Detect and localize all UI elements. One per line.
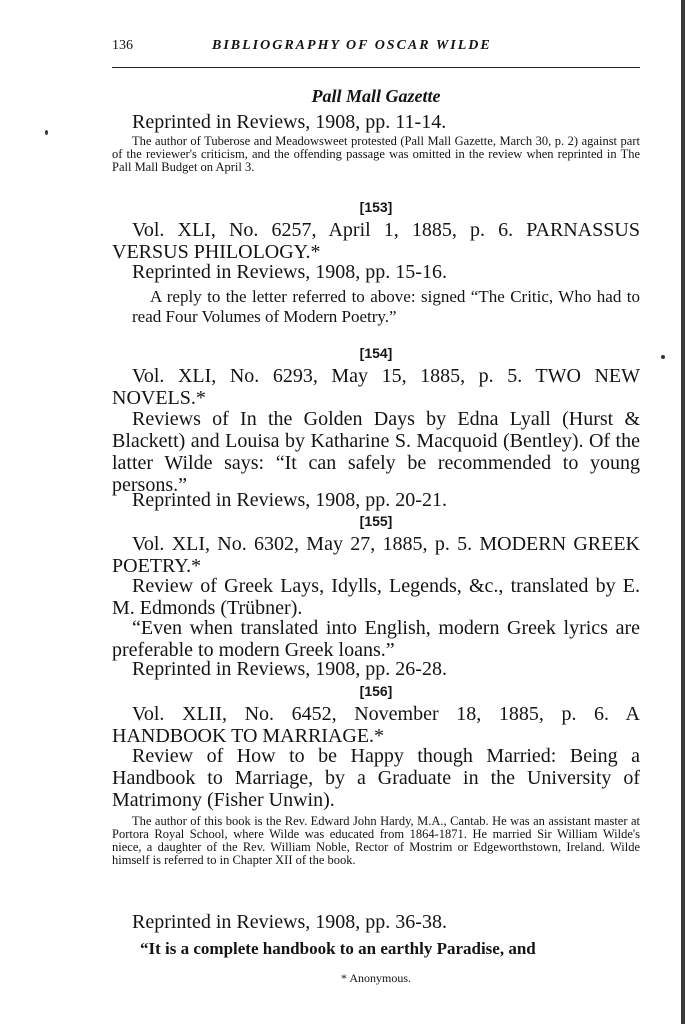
entry-citation: Vol. XLI, No. 6302, May 27, 1885, p. 5. MODERN GREEK POETRY.* — [112, 533, 640, 577]
reprint-line: Reprinted in Reviews, 1908, pp. 36-38. — [132, 911, 447, 933]
page-number: 136 — [112, 38, 133, 53]
reprint-line: Reprinted in Reviews, 1908, pp. 11-14. — [132, 111, 447, 133]
header-rule — [112, 67, 640, 68]
scan-speck — [45, 130, 48, 135]
reprint-line: Reprinted in Reviews, 1908, pp. 20-21. — [132, 489, 447, 511]
entry-description: Review of How to be Happy though Married: Being a Handbook to Marriage, by a Graduate in the University of Matrimony (Fisher Unwin). — [112, 745, 640, 811]
intro-note: The author of Tuberose and Meadowsweet protested (Pall Mall Gazette, March 30, p. 2) against part of the reviewer's criticism, and the offending passage was omitted in the review when reprinted in The Pall Mall Budget on April 3. — [112, 134, 640, 174]
entry-number: [155] — [359, 513, 393, 529]
entry-description: Review of Greek Lays, Idylls, Legends, &c., translated by E. M. Edmonds (Trübner). — [112, 575, 640, 619]
reprint-line: Reprinted in Reviews, 1908, pp. 26-28. — [132, 658, 447, 680]
entry-note: A reply to the letter referred to above: signed “The Critic, Who had to read Four Volumes of Modern Poetry.” — [132, 287, 640, 326]
running-title: BIBLIOGRAPHY OF OSCAR WILDE — [212, 38, 492, 53]
scan-speck — [661, 355, 665, 359]
entry-quote: “Even when translated into English, modern Greek lyrics are preferable to modern Greek loans.” — [112, 617, 640, 661]
scan-edge — [681, 0, 685, 1024]
reprint-line: Reprinted in Reviews, 1908, pp. 15-16. — [132, 261, 447, 283]
section-heading: Pall Mall Gazette — [311, 86, 441, 106]
entry-citation: Vol. XLI, No. 6257, April 1, 1885, p. 6. PARNASSUS VERSUS PHILOLOGY.* — [112, 219, 640, 263]
running-header — [112, 38, 640, 58]
entry-description: Reviews of In the Golden Days by Edna Lyall (Hurst & Blackett) and Louisa by Katharine S. Macquoid (Bentley). Of the latter Wilde says: “It can safely be recommended to young persons.” — [112, 408, 640, 496]
entry-number: [156] — [359, 683, 393, 699]
entry-quote: “It is a complete handbook to an earthly Paradise, and — [140, 939, 536, 958]
entry-citation: Vol. XLI, No. 6293, May 15, 1885, p. 5. TWO NEW NOVELS.* — [112, 365, 640, 409]
entry-number: [154] — [359, 345, 393, 361]
entry-citation: Vol. XLII, No. 6452, November 18, 1885, p. 6. A HANDBOOK TO MARRIAGE.* — [112, 703, 640, 747]
entry-note: The author of this book is the Rev. Edward John Hardy, M.A., Cantab. He was an assistant master at Portora Royal School, where Wilde was educated from 1864-1871. He married Sir William Wilde's niece, a daughter of the Rev. William Noble, Rector of Mostrim or Edgeworthstown, Ireland. Wilde himself is referred to in Chapter XII of the book. — [112, 814, 640, 867]
footnote: * Anonymous. — [340, 971, 411, 985]
entry-number: [153] — [359, 199, 393, 215]
